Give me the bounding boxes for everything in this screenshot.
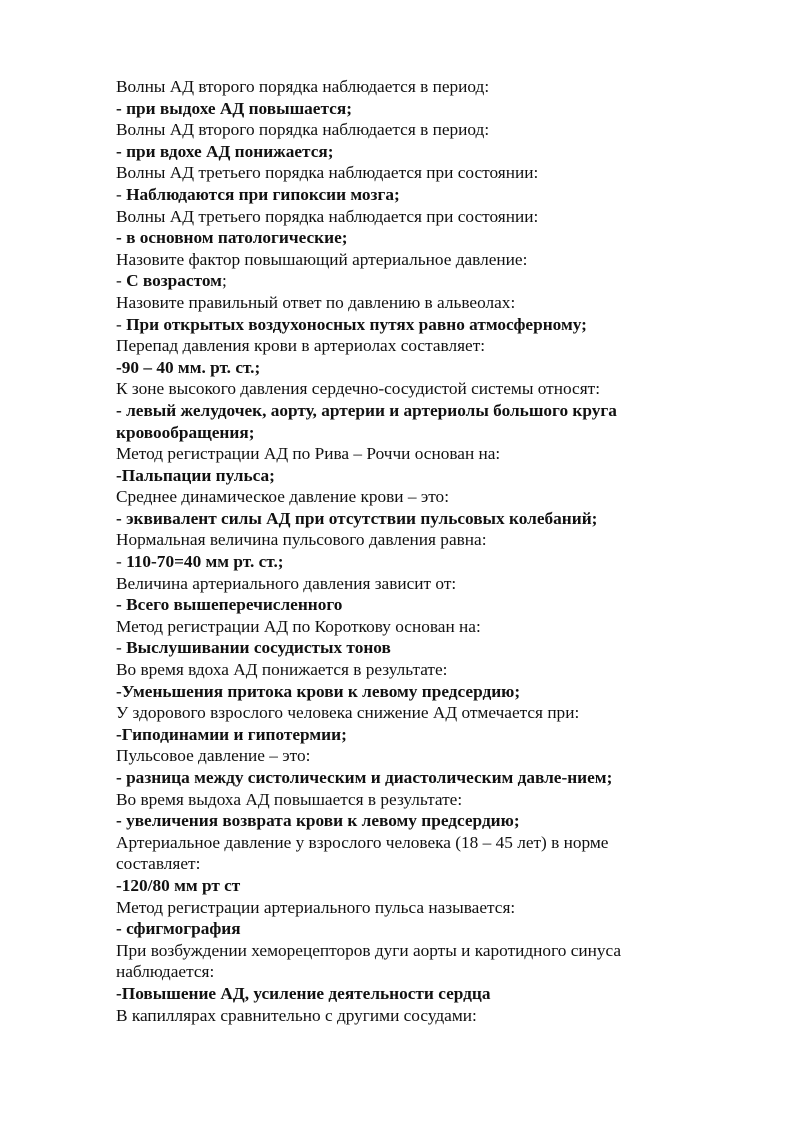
answer-line: [116, 400, 676, 443]
answer-line: [116, 98, 676, 120]
question-line: Среднее динамическое давление крови – это:: [116, 487, 450, 507]
answer-text: С возрастом: [126, 271, 222, 291]
answer-line: [116, 314, 676, 336]
question-line: Нормальная величина пульсового давления равна:: [116, 530, 487, 550]
answer-line: [116, 810, 676, 832]
answer-line: [116, 357, 676, 379]
answer-line: [116, 594, 676, 616]
answer-text: - при выдохе АД повышается;: [116, 98, 352, 118]
answer-text: -90 – 40 мм. рт. ст.;: [116, 357, 261, 377]
answer-text: 110-70=40 мм рт. ст.;: [126, 552, 284, 572]
answer-text: - разница между систолическим и диастолическим давле-нием;: [116, 768, 613, 787]
trailing-question: В капиллярах сравнительно с другими сосудами:: [116, 1005, 477, 1025]
question-line: Метод регистрации АД по Рива – Роччи основан на:: [116, 444, 501, 464]
question-line: Во время выдоха АД повышается в результате:: [116, 789, 463, 809]
answer-line: [116, 465, 676, 487]
answer-line: [116, 983, 676, 1005]
question-line: При возбуждении хеморецепторов дуги аорты и каротидного синуса наблюдается:: [116, 940, 622, 982]
answer-line: [116, 681, 676, 703]
answer-line: [116, 551, 676, 573]
question-line: Метод регистрации АД по Короткову основан на:: [116, 616, 481, 636]
answer-line: [116, 508, 676, 530]
question-line: Волны АД третьего порядка наблюдается при состоянии:: [116, 206, 539, 226]
answer-prefix: -: [116, 314, 127, 334]
answer-text: - при вдохе АД понижается;: [116, 141, 334, 161]
answer-text: -120/80 мм рт ст: [116, 875, 241, 895]
answer-text: - увеличения возврата крови к левому предсердию;: [116, 811, 520, 831]
answer-prefix: -: [116, 638, 127, 658]
answer-line: [116, 767, 676, 789]
answer-line: [116, 184, 676, 206]
answer-prefix: -: [116, 271, 127, 291]
answer-text: При открытых воздухоносных путях равно атмосферному;: [126, 314, 587, 334]
question-line: Метод регистрации артериального пульса называется:: [116, 897, 516, 917]
question-line: Во время вдоха АД понижается в результате:: [116, 660, 448, 680]
answer-line: [116, 270, 676, 292]
answer-line: [116, 875, 676, 897]
question-line: Волны АД второго порядка наблюдается в период:: [116, 77, 490, 96]
answer-text: -Гиподинамии и гипотермии;: [116, 724, 347, 744]
answer-line: [116, 918, 676, 940]
answer-prefix: -: [116, 184, 127, 204]
question-line: Артериальное давление у взрослого человека (18 – 45 лет) в норме составляет:: [116, 832, 609, 874]
qa-list: [116, 76, 676, 1005]
answer-line: [116, 637, 676, 659]
answer-text: -Повышение АД, усиление деятельности сердца: [116, 983, 491, 1003]
question-line: Перепад давления крови в артериолах составляет:: [116, 336, 486, 356]
question-line: Волны АД третьего порядка наблюдается при состоянии:: [116, 163, 539, 183]
question-line: Волны АД второго порядка наблюдается в период:: [116, 120, 490, 140]
question-line: Пульсовое давление – это:: [116, 746, 311, 766]
answer-line: [116, 724, 676, 746]
question-line: К зоне высокого давления сердечно-сосудистой системы относят:: [116, 379, 601, 399]
document-body: [116, 76, 676, 1026]
answer-text: Выслушивании сосудистых тонов: [126, 638, 391, 658]
question-line: Назовите фактор повышающий артериальное давление:: [116, 249, 528, 269]
answer-line: [116, 141, 676, 163]
answer-text: - сфигмография: [116, 919, 241, 939]
answer-text: -Уменьшения притока крови к левому предсердию;: [116, 681, 521, 701]
answer-prefix: -: [116, 552, 127, 572]
question-line: Величина артериального давления зависит от:: [116, 573, 457, 593]
answer-text: - эквивалент силы АД при отсутствии пульсовых колебаний;: [116, 508, 598, 528]
answer-suffix: ;: [221, 271, 227, 291]
answer-line: [116, 227, 676, 249]
answer-text: - в основном патологические;: [116, 228, 348, 248]
question-line: Назовите правильный ответ по давлению в альвеолах:: [116, 292, 516, 312]
answer-text: - левый желудочек, аорту, артерии и артериолы большого круга кровообращения;: [116, 400, 617, 442]
answer-text: - Всего вышеперечисленного: [116, 595, 343, 615]
answer-text: Наблюдаются при гипоксии мозга;: [126, 184, 400, 204]
answer-text: -Пальпации пульса;: [116, 465, 275, 485]
question-line: У здорового взрослого человека снижение АД отмечается при:: [116, 703, 580, 723]
